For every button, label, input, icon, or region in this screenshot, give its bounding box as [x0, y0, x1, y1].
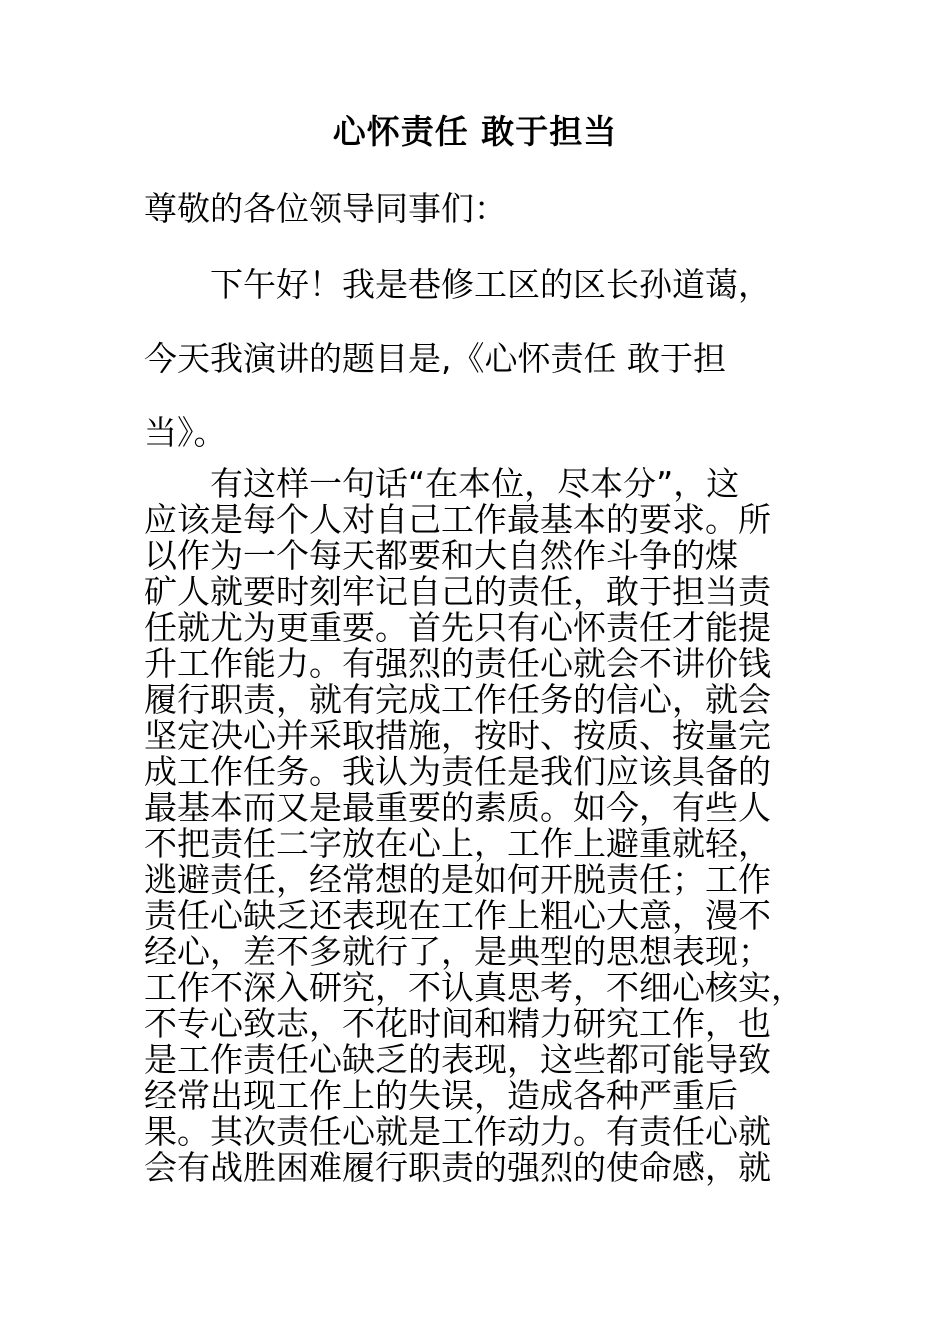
paragraph-body-line: 矿人就要时刻牢记自己的责任，敢于担当责 [144, 572, 771, 611]
paragraph-body-line: 有这样一句话“在本位，尽本分”，这 [144, 464, 740, 503]
paragraph-body-line: 履行职责，就有完成工作任务的信心，就会 [144, 680, 771, 719]
paragraph-body-line: 最基本而又是最重要的素质。如今，有些人 [144, 788, 771, 827]
paragraph-body-line: 应该是每个人对自己工作最基本的要求。所 [144, 500, 771, 539]
paragraph-body-line: 是工作责任心缺乏的表现，这些都可能导致 [144, 1040, 771, 1079]
paragraph-intro-line: 今天我演讲的题目是,《心怀责任 敢于担 [144, 339, 726, 378]
paragraph-body-line: 经心，差不多就行了，是典型的思想表现； [144, 932, 771, 971]
paragraph-intro-line: 下午好！我是巷修工区的区长孙道蔼， [144, 265, 771, 304]
paragraph-intro-line: 当》。 [144, 413, 227, 452]
paragraph-body-line: 成工作任务。我认为责任是我们应该具备的 [144, 752, 771, 791]
paragraph-body-line: 升工作能力。有强烈的责任心就会不讲价钱 [144, 644, 771, 683]
document-title: 心怀责任 敢于担当 [332, 112, 618, 151]
paragraph-body-line: 不把责任二字放在心上，工作上避重就轻， [144, 824, 771, 863]
paragraph-body-line: 工作不深入研究，不认真思考，不细心核实， [144, 968, 804, 1007]
paragraph-body-line: 经常出现工作上的失误，造成各种严重后 [144, 1076, 738, 1115]
paragraph-body-line: 逃避责任，经常想的是如何开脱责任；工作 [144, 860, 771, 899]
greeting-line: 尊敬的各位领导同事们： [144, 189, 507, 228]
paragraph-body-line: 责任心缺乏还表现在工作上粗心大意，漫不 [144, 896, 771, 935]
paragraph-body-line: 会有战胜困难履行职责的强烈的使命感，就 [144, 1148, 771, 1187]
paragraph-body-line: 任就尤为更重要。首先只有心怀责任才能提 [144, 608, 771, 647]
paragraph-body-line: 果。其次责任心就是工作动力。有责任心就 [144, 1112, 771, 1151]
paragraph-body-line: 以作为一个每天都要和大自然作斗争的煤 [144, 536, 738, 575]
paragraph-body-line: 坚定决心并采取措施，按时、按质、按量完 [144, 716, 771, 755]
paragraph-body-line: 不专心致志，不花时间和精力研究工作，也 [144, 1004, 771, 1043]
